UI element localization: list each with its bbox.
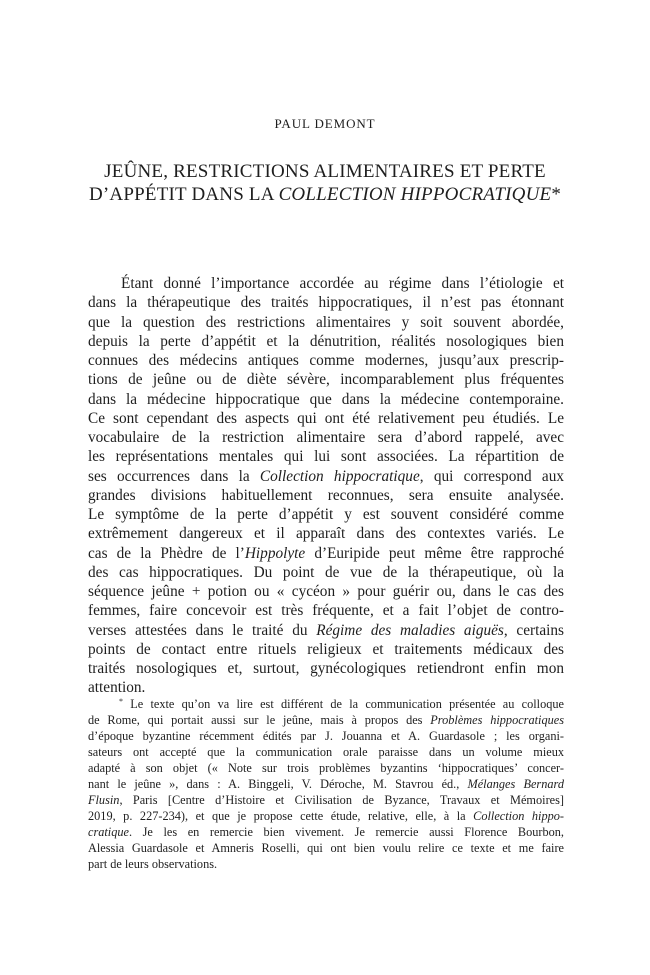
text-run: adapté à son objet (« Note sur trois problèmes byzantins ‘hippocratiques’ concer- [88, 761, 564, 775]
title-prefix: D’APPÉTIT DANS LA [88, 183, 279, 205]
text-run: les représentations mentales qui lui sont associées. La répartition de [88, 448, 564, 466]
footnote-line [88, 744, 564, 760]
body-line [88, 640, 564, 659]
body-line [88, 390, 564, 409]
italic-title-ref: Collection hippo- [473, 809, 564, 823]
body-line [88, 351, 564, 370]
title-footnote-marker: * [551, 183, 562, 205]
text-run: dans la médecine hippocratique que dans la médecine contemporaine. [88, 390, 564, 408]
text-run: depuis la perte d’appétit et la dénutrition, réalités nosologiques bien [88, 332, 564, 350]
chapter-title-line-2 [0, 184, 650, 207]
text-run: , qui correspond aux [419, 467, 564, 485]
text-run: dans la thérapeutique des traités hippocratiques, il n’est pas étonnant [88, 294, 564, 312]
text-run: , Paris [Centre d’Histoire et Civilisation de Byzance, Travaux et Mémoires] [119, 793, 564, 807]
body-paragraph [88, 274, 564, 698]
text-run: extrêmement dangereux et il apparaît dans des contextes variés. Le [88, 525, 564, 543]
body-line [88, 293, 564, 312]
text-run: Étant donné l’importance accordée au régime dans l’étiologie et [121, 275, 564, 292]
text-run: d’époque byzantine récemment édités par J. Jouanna et A. Guardasole ; les organi- [88, 729, 564, 743]
text-run: des cas hippocratiques. Du point de vue de la thérapeutique, où la [88, 563, 564, 581]
body-line [88, 678, 564, 697]
text-run: femmes, faire concevoir est très fréquente, et a fait l’objet de contro- [88, 602, 564, 620]
body-line [88, 621, 564, 640]
title-italic-collection: COLLECTION HIPPOCRATIQUE [278, 183, 552, 205]
text-run: séquence jeûne + potion ou « cycéon » pour guérir ou, dans le cas des [88, 583, 564, 600]
italic-title-ref: Problèmes hippocratiques [430, 713, 564, 727]
body-line [88, 313, 564, 332]
chapter-title [0, 161, 650, 206]
text-run: attention. [88, 679, 146, 697]
text-run: vocabulaire de la restriction alimentaire sera d’abord rappelé, avec [88, 429, 564, 446]
body-line [88, 370, 564, 389]
text-run: sateurs ont accepté que la communication orale paraisse dans un volume mieux [88, 745, 564, 759]
footnote-line [88, 728, 564, 744]
body-line [88, 486, 564, 505]
body-line [88, 582, 564, 601]
body-line [88, 467, 564, 486]
text-run: traités nosologiques et, surtout, gynécologiques retiendront enfin mon [88, 660, 564, 677]
text-run: grandes divisions habituellement reconnues, sera ensuite analysée. [88, 486, 564, 504]
footnote-line [88, 856, 564, 872]
chapter-title-line-1: JEÛNE, RESTRICTIONS ALIMENTAIRES ET PERTE [104, 161, 546, 182]
text-run: connues des médecins antiques comme modernes, jusqu’aux prescrip- [88, 352, 564, 369]
text-run: de Rome, qui portait aussi sur le jeûne, mais à propos des [88, 713, 431, 727]
italic-title-ref: Collection hippocratique [259, 467, 420, 485]
body-line [88, 428, 564, 447]
text-run: cas de la Phèdre de l’ [88, 544, 245, 562]
text-run: 2019, p. 227-234), et que je propose cette étude, relative, elle, à la [88, 809, 474, 823]
footnote-line [88, 792, 564, 808]
text-run: Alessia Guardasole et Amneris Roselli, qui ont bien voulu relire ce texte et me faire [88, 841, 564, 855]
italic-title-ref: Mélanges Bernard [467, 777, 564, 791]
footnote-line [88, 808, 564, 824]
footnote-line [88, 776, 564, 792]
body-line [88, 544, 564, 563]
footnote-line [88, 760, 564, 776]
italic-title-ref: Flusin [88, 793, 120, 807]
footnote-marker: * [119, 697, 123, 706]
body-line [88, 659, 564, 678]
text-run: Ce sont cependant des aspects qui ont été relativement peu étudiés. Le [88, 409, 564, 427]
text-run: Le texte qu’on va lire est différent de la communication présentée au colloque [123, 697, 564, 711]
text-run: . Je les en remercie bien vivement. Je remercie aussi Florence Bourbon, [128, 825, 564, 839]
text-run: nant le jeûne », dans : A. Binggeli, V. Déroche, M. Stavrou éd., [88, 777, 468, 791]
italic-title-ref: cratique [88, 825, 129, 839]
body-line [88, 409, 564, 428]
text-run: verses attestées dans le traité du [88, 621, 317, 639]
body-line [88, 447, 564, 466]
footnote-line [88, 840, 564, 856]
footnote [88, 696, 564, 872]
text-run: d’Euripide peut même être rapproché [305, 544, 565, 562]
italic-title-ref: Régime des maladies aiguës [316, 621, 504, 639]
footnote-line [88, 824, 564, 840]
footnote-line [88, 696, 564, 712]
body-line [88, 274, 564, 293]
text-run: que la question des restrictions alimentaires y soit souvent abordée, [88, 313, 564, 331]
italic-title-ref: Hippolyte [244, 544, 306, 562]
text-run: points de contact entre rituels religieux et traitements médicaux des [88, 640, 564, 658]
body-line [88, 601, 564, 620]
text-run: part de leurs observations. [88, 857, 218, 871]
author-name: PAUL DEMONT [274, 116, 376, 131]
body-line [88, 563, 564, 582]
text-run: ses occurrences dans la [88, 467, 260, 485]
body-line [88, 524, 564, 543]
text-run: , certains [503, 621, 564, 639]
text-run: tions de jeûne ou de diète sévère, incomparablement plus fréquentes [88, 371, 564, 389]
footnote-line [88, 712, 564, 728]
text-run: Le symptôme de la perte d’appétit y est souvent considéré comme [88, 506, 564, 523]
body-line [88, 505, 564, 524]
body-line [88, 332, 564, 351]
